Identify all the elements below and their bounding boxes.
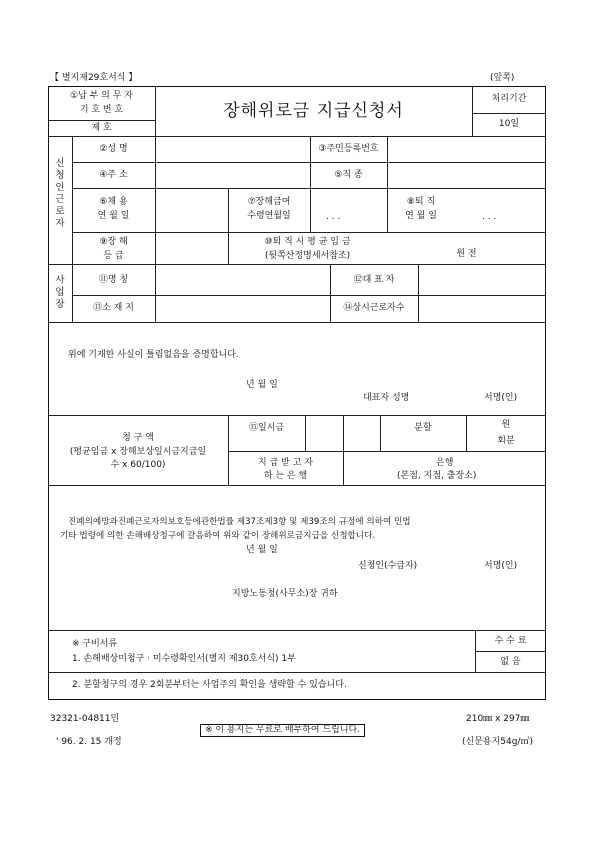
workplace-label: 사업장 [55, 275, 65, 310]
grade-label-2: 등 급 [103, 251, 124, 261]
bank-branch-note: (본점, 지점, 출장소) [397, 471, 477, 481]
company-location-label: ⑬소 재 지 [93, 303, 134, 313]
benefit-date-dots: . . . [326, 212, 341, 222]
claim-formula-1: (평균임금 x 장해보상일시금지급일 [69, 447, 207, 457]
avg-wage-label-1: ⑩퇴 직 시 평 균 임 금 [264, 237, 351, 247]
lump-sum-label: ⑮일시금 [248, 423, 285, 433]
claim-formula-2: 수 x 60/100) [110, 460, 166, 470]
docs-item-1: 1. 손해배상미청구 · 미수령확인서(별지 제30호서식) 1부 [72, 654, 296, 664]
statement-line2: 기타 법령에 의한 손해배상청구에 갈음하여 위와 같이 장해위로금지급을 신청합니다. [60, 531, 376, 541]
processing-period-label: 처리기간 [491, 94, 527, 104]
hire-date-label-2: 연 월 일 [97, 211, 130, 221]
revision-date: ' 96. 2. 15 개정 [56, 737, 122, 747]
applicant-sign-label: 서명(인) [484, 561, 518, 571]
installment-label: 분할 [414, 423, 432, 433]
retire-date-dots: . . . [482, 212, 497, 222]
note-installment: 2. 분할청구의 경우 2회분부터는 사업주의 확인을 생략할 수 있습니다. [72, 680, 347, 690]
bank-unit: 은행 [436, 458, 454, 468]
claim-amount-label: 청 구 액 [122, 433, 154, 443]
rep-name-label: 대표자 성명 [363, 393, 410, 403]
retire-date-label-1: ⑧퇴 직 [406, 197, 436, 207]
certify-date: 년 월 일 [246, 380, 278, 390]
company-name-label: ⑪명 칭 [98, 275, 129, 285]
fee-value: 없 음 [500, 657, 521, 667]
statement-line1: 진폐의예방과진폐근로자의보호등에관한법률 제37조제3항 및 제39조의 규정에 의하여 민법 [68, 517, 411, 527]
retire-date-label-2: 연 월 일 [405, 211, 437, 221]
receive-bank-label-1: 지 급 받 고 자 [258, 458, 313, 468]
form-code: 32321-04811민 [50, 714, 120, 724]
payer-no-line3: 제 호 [91, 123, 112, 133]
job-label: ⑤직 종 [334, 170, 363, 180]
grade-label-1: ⑨장 해 [99, 237, 128, 247]
form-title: 장해위로금 지급신청서 [223, 101, 404, 121]
processing-period-value: 10일 [498, 119, 520, 129]
side-indicator: (앞쪽) [490, 73, 515, 83]
name-label: ②성 명 [99, 144, 128, 154]
statement-date: 년 월 일 [246, 545, 278, 555]
hire-date-label-1: ⑥채 용 [99, 197, 128, 207]
docs-header: ※ 구비서류 [72, 639, 118, 649]
rep-sign-label: 서명(인) [484, 393, 518, 403]
free-distribution-notice: ※ 이 용지는 무료로 배부하여 드립니다. [200, 724, 365, 737]
receive-bank-label-2: 하 는 은 행 [263, 471, 308, 481]
certify-text: 위에 기재한 사실이 틀림없음을 증명합니다. [68, 350, 239, 360]
installment-won: 원 [501, 420, 511, 430]
benefit-date-label-2: 수령연월일 [247, 211, 291, 221]
addressee: 지방노동청(사무소)장 귀하 [232, 589, 338, 599]
applicant-label-sign: 신청인(수급자) [358, 561, 418, 571]
fee-label: 수 수 료 [494, 636, 527, 646]
payer-no-line2: 기 호 번 호 [79, 105, 124, 115]
payer-no-line1: ①납 부 의 무 자 [70, 91, 133, 101]
rrn-label: ③주민등록번호 [318, 144, 379, 154]
paper-size: 210㎜ x 297㎜ [466, 714, 530, 724]
workers-count-label: ⑭상시근로자수 [343, 303, 405, 313]
form-number-tag: 【 별지제29호서식 】 [50, 73, 138, 83]
address-label: ④주 소 [99, 170, 128, 180]
applicant-label: 신청인근로자 [55, 158, 65, 229]
won-unit: 원 전 [456, 249, 477, 259]
benefit-date-label-1: ⑦장해급여 [247, 197, 291, 207]
representative-label: ⑫대 표 자 [353, 275, 395, 285]
installment-times: 회분 [497, 436, 515, 446]
avg-wage-label-2: (뒷쪽산정명세서참조) [264, 251, 351, 261]
paper-type: (신문용지54g/㎡) [462, 737, 533, 747]
